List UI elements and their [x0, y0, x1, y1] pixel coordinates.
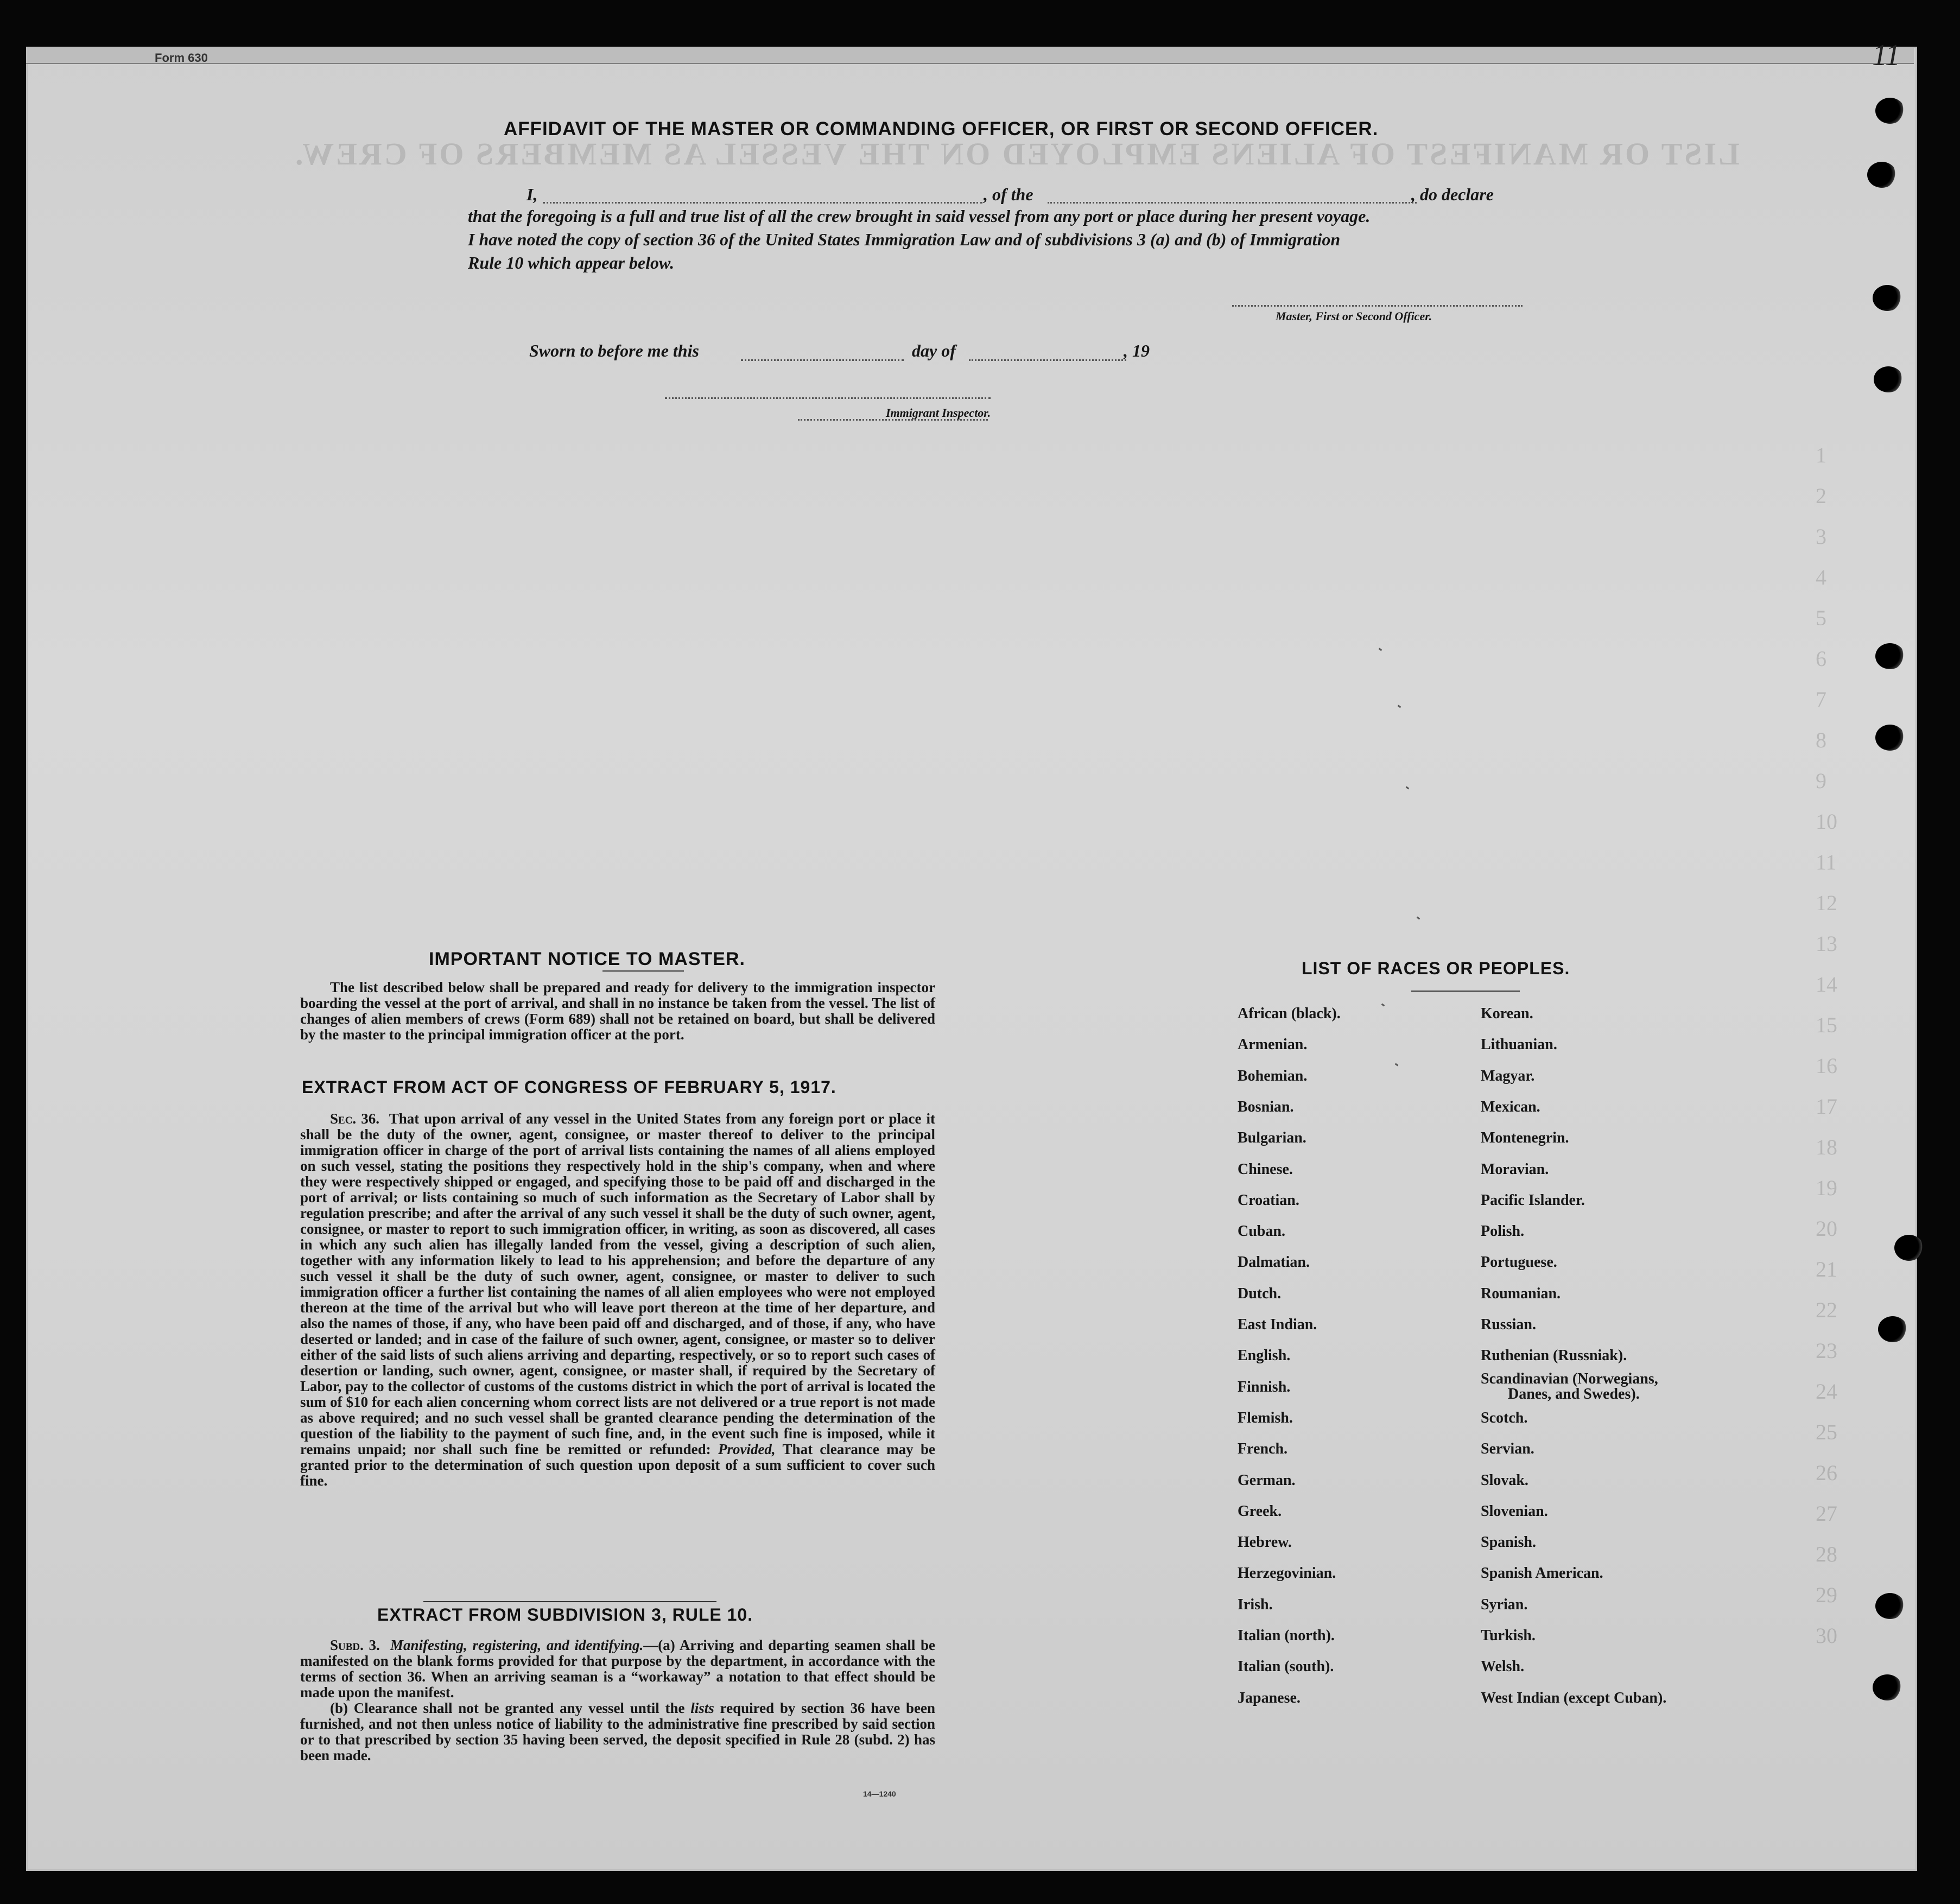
act-text-block: [300, 1111, 935, 1489]
race-item: Bulgarian.: [1238, 1129, 1306, 1146]
sworn-month-blank: [969, 359, 1126, 361]
sworn-day-of: day of: [912, 341, 956, 360]
race-item: German.: [1238, 1472, 1296, 1489]
act-title: EXTRACT FROM ACT OF CONGRESS OF FEBRUARY 5, 1917.: [302, 1077, 836, 1097]
notice-text-block: [300, 980, 935, 1043]
race-item: Spanish.: [1481, 1534, 1536, 1551]
bleed-through-row-number: 27: [1816, 1501, 1837, 1526]
bleed-through-row-number: 3: [1816, 524, 1826, 549]
bleed-through-row-number: 2: [1816, 484, 1826, 508]
race-item: Bohemian.: [1238, 1068, 1308, 1084]
race-item: Armenian.: [1238, 1036, 1308, 1053]
bleed-through-row-number: 28: [1816, 1542, 1837, 1566]
punch-hole: [1875, 643, 1905, 669]
race-item: Dutch.: [1238, 1285, 1282, 1302]
notice-title: IMPORTANT NOTICE TO MASTER.: [429, 949, 745, 969]
bleed-through-row-number: 13: [1816, 931, 1837, 956]
bleed-through-row-number: 18: [1816, 1135, 1837, 1159]
race-item: Portuguese.: [1481, 1254, 1557, 1271]
punch-hole: [1875, 1593, 1905, 1619]
bleed-through-row-number: 24: [1816, 1379, 1837, 1404]
races-rule: [1411, 991, 1520, 992]
race-item: Finnish.: [1238, 1379, 1291, 1395]
bleed-through-row-number: 12: [1816, 891, 1837, 915]
race-item: West Indian (except Cuban).: [1481, 1690, 1667, 1706]
sworn-day-blank: [741, 359, 904, 361]
subdivision-rule: [423, 1601, 716, 1602]
bleed-through-row-number: 21: [1816, 1257, 1837, 1281]
race-item: Italian (north).: [1238, 1627, 1335, 1644]
page-number: 11: [1872, 39, 1900, 72]
affidavit-title: AFFIDAVIT OF THE MASTER OR COMMANDING OFFICER, OR FIRST OR SECOND OFFICER.: [504, 118, 1379, 139]
bleed-through-row-number: 15: [1816, 1013, 1837, 1037]
race-item: Slovak.: [1481, 1472, 1528, 1489]
race-item: Roumanian.: [1481, 1285, 1561, 1302]
proviso-text: That clearance may be granted prior to the determination of such question upon deposit of a sum sufficient to cover such fine.: [300, 1441, 936, 1489]
punch-hole: [1875, 725, 1905, 751]
race-item: Turkish.: [1481, 1627, 1536, 1644]
bleed-through-row-number: 7: [1816, 687, 1826, 712]
race-item: Italian (south).: [1238, 1658, 1334, 1675]
act-text: That upon arrival of any vessel in the United States from any foreign port or place it shall be the duty of the owner, agent, consignee, or master thereof to deliver to the principal immigration officer in charge of the port of arrival lists containing the names of all aliens employed on such vessel, stating the positions they respectively hold in the ship's company, when and where they were respectively shipped or engaged, and specifying those to be paid off and discharged in the port of arrival; or lists containing so much of such information as the Secretary of Labor shall by regulation prescribe; and after the arrival of any such vessel it shall be the duty of such owner, agent, consignee, or master to report to such immigration officer, in writing, as soon as discovered, all cases in which any such alien has illegally landed from the vessel, giving a description of such alien, together with any information likely to lead to his apprehension; and before the departure of any such vessel it shall be the duty of such owner, agent, consignee, or master to deliver to such immigration officer a further list containing the names of all alien employees who were not employed thereon at the time of the arrival but who will leave port thereon at the time of her departure, and also the names of those, if any, who have been paid off and discharged, and of those, if any, who have deserted or landed; and in case of the failure of such owner, agent, consignee, or master so to deliver either of the said lists of such aliens arriving and departing, respectively, or so to report such cases of desertion or landing, such owner, agent, consignee, or master shall, if required by the Secretary of Labor, pay to the collector of customs of the customs district in which the port of arrival is located the sum of $10 for each alien concerning whom correct lists are not delivered or a true report is not made as above required; and no such vessel shall be granted clearance pending the determination of the question of the liability to the payment of such fine, and, in the event such fine is imposed, while it remains unpaid; nor shall such fine be remitted or refunded:: [300, 1110, 935, 1457]
bleed-through-row-number: 17: [1816, 1094, 1837, 1119]
race-item: Irish.: [1238, 1596, 1273, 1613]
inspector-caption: Immigrant Inspector.: [886, 406, 991, 420]
race-item: Flemish.: [1238, 1410, 1293, 1426]
affidavit-of-the: , of the: [984, 185, 1033, 204]
race-item: Ruthenian (Russniak).: [1481, 1347, 1627, 1364]
bleed-through-row-number: 10: [1816, 809, 1837, 834]
bleed-through-row-number: 9: [1816, 769, 1826, 793]
master-signature-line: [1232, 305, 1523, 307]
bleed-through-row-number: 16: [1816, 1053, 1837, 1078]
bleed-through-row-number: 23: [1816, 1338, 1837, 1363]
sworn-year: , 19: [1124, 341, 1150, 360]
section-label: Sec. 36.: [330, 1110, 379, 1127]
bleed-through-row-number: 6: [1816, 646, 1826, 671]
bleed-through-row-number: 29: [1816, 1583, 1837, 1607]
race-item: Magyar.: [1481, 1068, 1535, 1084]
race-item: Welsh.: [1481, 1658, 1525, 1675]
bleed-through-row-number: 11: [1816, 850, 1837, 874]
subdivision-para-a: —(a) Arriving and departing seamen shall be manifested on the blank forms provided for that purpose by the department, in accordance with the terms of section 36. When an arriving seaman is a “workaway” a notation to that effect should be made upon the manifest.: [300, 1637, 936, 1700]
document-sheet: [26, 47, 1917, 1871]
affidavit-declare: , do declare: [1411, 185, 1494, 204]
affidavit-i: I,: [527, 185, 538, 204]
subdivision-label: Subd. 3.: [330, 1637, 380, 1653]
race-item: Herzegovinian.: [1238, 1565, 1336, 1582]
race-item: Lithuanian.: [1481, 1036, 1557, 1053]
master-caption: Master, First or Second Officer.: [1276, 309, 1432, 323]
name-blank: [543, 202, 982, 204]
affidavit-line-2: that the foregoing is a full and true list of all the crew brought in said vessel from any port or place during her present voyage.: [468, 206, 1371, 226]
bleed-through-row-number: 30: [1816, 1623, 1837, 1648]
race-item: Japanese.: [1238, 1690, 1301, 1706]
race-item: Bosnian.: [1238, 1099, 1294, 1115]
subdivision-title: EXTRACT FROM SUBDIVISION 3, RULE 10.: [377, 1605, 753, 1624]
punch-hole: [1867, 162, 1896, 188]
punch-hole: [1878, 1316, 1907, 1342]
bleed-through-row-number: 14: [1816, 972, 1837, 997]
bleed-through-row-number: 20: [1816, 1216, 1837, 1241]
sheet-top-band: [26, 47, 1914, 64]
race-item: Chinese.: [1238, 1161, 1293, 1178]
race-item: East Indian.: [1238, 1316, 1317, 1333]
punch-hole: [1874, 366, 1903, 392]
vessel-blank: [1048, 202, 1417, 204]
inspector-signature-line: [665, 397, 991, 399]
bleed-through-row-number: 25: [1816, 1420, 1837, 1444]
affidavit-line-3: I have noted the copy of section 36 of the United States Immigration Law and of subdivisions 3 (a) and (b) of Immigration: [468, 230, 1341, 249]
affidavit-line-4: Rule 10 which appear below.: [468, 253, 675, 272]
subdivision-lists-word: lists: [690, 1700, 714, 1716]
subdivision-para-b: required by section 36 have been furnished, and not then unless notice of liability to the administrative fine prescribed by said section or to that prescribed by section 35 having been served, the deposit specified in Rule 28 (subd. 2) has been made.: [300, 1700, 935, 1763]
subdivision-heading: Manifesting, registering, and identifying.: [390, 1637, 644, 1653]
race-item: Servian.: [1481, 1440, 1534, 1457]
race-item: Polish.: [1481, 1223, 1525, 1240]
notice-text: The list described below shall be prepared and ready for delivery to the immigration inspector boarding the vessel at the port of arrival, and shall in no instance be taken from the vessel. The list of changes of alien members of crews (Form 689) shall not be retained on board, but shall be delivered by the master to the principal immigration officer at the port.: [300, 979, 935, 1043]
race-item: Greek.: [1238, 1503, 1282, 1520]
races-title: LIST OF RACES OR PEOPLES.: [1302, 959, 1570, 978]
race-item: Mexican.: [1481, 1099, 1540, 1115]
race-item: African (black).: [1238, 1005, 1341, 1022]
race-item: Syrian.: [1481, 1596, 1528, 1613]
bleed-through-row-number: 5: [1816, 606, 1826, 630]
race-item: Scandinavian (Norwegians,: [1481, 1370, 1658, 1387]
sworn-prefix: Sworn to before me this: [529, 341, 699, 360]
race-item: Pacific Islander.: [1481, 1192, 1585, 1209]
race-item: Croatian.: [1238, 1192, 1299, 1209]
bleed-through-row-number: 22: [1816, 1298, 1837, 1322]
race-item: Dalmatian.: [1238, 1254, 1310, 1271]
race-item-continuation: Danes, and Swedes).: [1508, 1386, 1640, 1402]
punch-hole: [1873, 1674, 1902, 1700]
race-item: English.: [1238, 1347, 1291, 1364]
race-item: Cuban.: [1238, 1223, 1285, 1240]
race-item: Korean.: [1481, 1005, 1533, 1022]
form-code: 14—1240: [863, 1789, 896, 1798]
bleed-through-row-number: 19: [1816, 1176, 1837, 1200]
bleed-through-title: LIST OR MANIFEST OF ALIENS EMPLOYED ON THE VESSEL AS MEMBERS OF CREW.: [293, 136, 1740, 172]
proviso-word: Provided,: [718, 1441, 776, 1457]
race-item: Moravian.: [1481, 1161, 1549, 1178]
subdivision-para-b-lead: (b) Clearance shall not be granted any vessel until the: [330, 1700, 685, 1716]
race-item: Montenegrin.: [1481, 1129, 1569, 1146]
race-item: Scotch.: [1481, 1410, 1528, 1426]
punch-hole: [1894, 1235, 1924, 1261]
form-number: Form 630: [155, 51, 208, 65]
subdivision-text-block: [300, 1638, 935, 1763]
bleed-through-row-number: 1: [1816, 443, 1826, 467]
race-item: Slovenian.: [1481, 1503, 1548, 1520]
race-item: Spanish American.: [1481, 1565, 1603, 1582]
bleed-through-row-number: 26: [1816, 1461, 1837, 1485]
race-item: French.: [1238, 1440, 1288, 1457]
race-item: Hebrew.: [1238, 1534, 1292, 1551]
bleed-through-row-number: 8: [1816, 728, 1826, 752]
bleed-through-row-number: 4: [1816, 565, 1826, 589]
punch-hole: [1875, 98, 1905, 124]
race-item: Russian.: [1481, 1316, 1536, 1333]
notice-rule: [602, 970, 684, 972]
punch-hole: [1873, 285, 1902, 311]
